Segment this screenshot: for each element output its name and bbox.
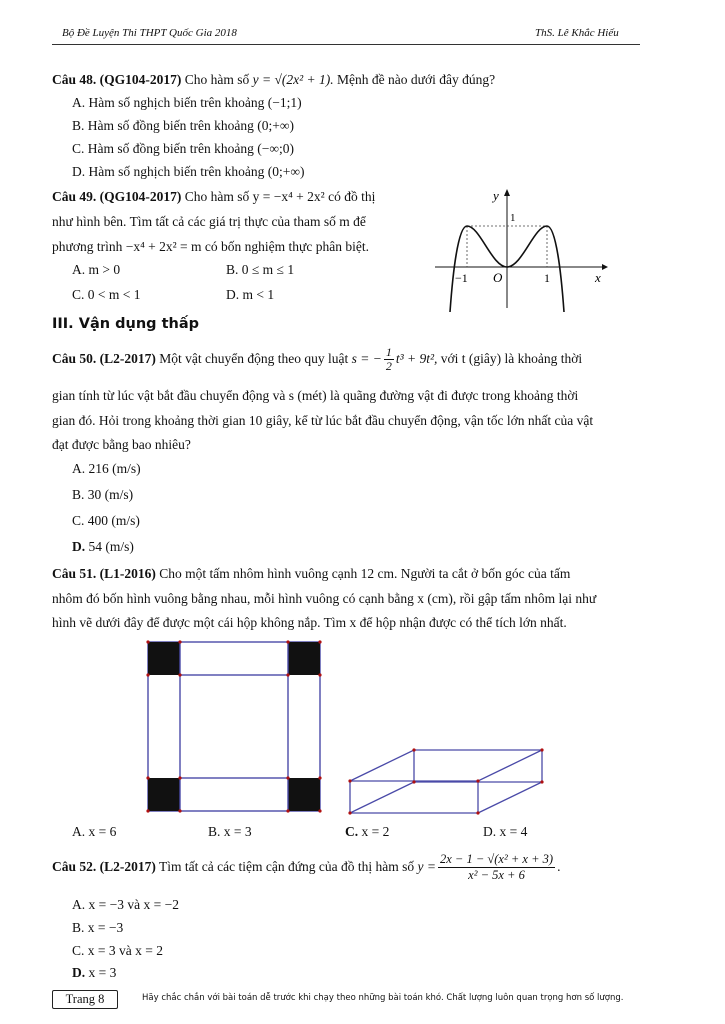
aluminum-sheet-figure [140,636,330,816]
q52-option-a: A. x = −3 và x = −2 [72,897,179,912]
open-box-figure [342,742,552,820]
question-51-line1: Cho một tấm nhôm hình vuông cạnh 12 cm. Người ta cắt ở bốn góc của tấm [159,566,571,581]
x-label: x [595,270,601,285]
q50-option-b: B. 30 (m/s) [72,487,134,502]
question-50-label: Câu 50. (L2-2017) [52,351,156,366]
y-axis-arrow-icon [504,189,510,196]
question-51-label: Câu 51. (L1-2016) [52,566,156,581]
question-49-line2: như hình bên. Tìm tất cả các giá trị thực của tham số m để [52,214,366,229]
section-title: III. Vận dụng thấp [52,316,199,332]
question-49-line3: phương trình −x⁴ + 2x² = m có bốn nghiệm thực phân biệt. [52,239,369,254]
corner-square-tl [148,642,180,675]
tick-one-y: 1 [510,212,516,224]
q52-option-d-letter: D. [72,965,86,980]
question-48 [52,71,495,89]
question-51 [52,565,570,583]
corner-square-tr [288,642,320,675]
question-51-line3: hình vẽ dưới đây để được một cái hộp không nắp. Tìm x để hộp nhận được có thể tích lớn nhất. [52,615,567,630]
question-50-text: Một vật chuyển động theo quy luật [159,351,349,366]
q50-formula-lhs: s = − [351,351,382,366]
header-title: Bộ Đề Luyện Thi THPT Quốc Gia 2018 [62,27,237,39]
corner-square-br [288,778,320,811]
question-48-formula: y = √(2x² + 1). [252,72,334,87]
question-52-label: Câu 52. (L2-2017) [52,859,156,874]
question-48-text: Cho hàm số [184,72,250,87]
question-50-line2: gian tính từ lúc vật bắt đầu chuyển động và s (mét) là quãng đường vật đi được trong khoảng thời [52,388,579,403]
q50-option-a: A. 216 (m/s) [72,461,141,476]
q49-option-b: B. 0 ≤ m ≤ 1 [226,262,295,277]
q52-fraction [438,852,555,883]
x-axis-arrow-icon [602,264,608,270]
question-50-line3: gian đó. Hỏi trong khoảng thời gian 10 giây, kể từ lúc bắt đầu chuyển động, vận tốc lớn nhất của vật [52,413,594,428]
question-52: Câu 52. (L2-2017) Tìm tất cả các tiệm cận đứng của đồ thị hàm số y = $\frac{\text{2x − 1 − √(x² + x + 3)}}{\text{x² − 5x + 6}}$ . [52,852,561,883]
corner-square-bl [148,778,180,811]
question-51-line2: nhôm đó bốn hình vuông bằng nhau, mỗi hình vuông có cạnh bằng x (cm), rồi gập tấm nhôm lại như [52,591,597,606]
q52-option-b: B. x = −3 [72,920,124,935]
header-divider [52,44,640,45]
tick-pos-one: 1 [544,271,550,285]
q52-frac-den: x² − 5x + 6 [468,868,525,883]
q51-option-c-letter: C. [345,824,359,839]
tick-neg-one: −1 [455,271,468,285]
box-edge-bottom-right [478,782,542,813]
q49-option-a: A. m > 0 [72,262,121,277]
box-top-face [350,750,542,781]
header-author: ThS. Lê Khắc Hiếu [535,27,619,39]
question-49 [52,188,375,206]
question-48-label: Câu 48. (QG104-2017) [52,72,182,87]
q48-option-a: A. Hàm số nghịch biến trên khoảng (−1;1) [72,95,302,110]
box-edge-hidden-2 [350,782,414,813]
question-50-line4: đạt được bằng bao nhiêu? [52,437,191,452]
q49-option-c: C. 0 < m < 1 [72,287,141,302]
q51-option-c [345,824,389,840]
base-outline [180,675,288,778]
q50-option-d-text: 54 (m/s) [88,539,134,554]
q48-option-b: B. Hàm số đồng biến trên khoảng (0;+∞) [72,118,294,133]
q48-option-c: C. Hàm số đồng biến trên khoảng (−∞;0) [72,141,294,156]
q52-formula-lhs: y = [417,859,436,874]
q52-option-d-text: x = 3 [88,965,117,980]
q50-fraction [384,346,394,373]
q52-frac-num: 2x − 1 − √(x² + x + 3) [439,852,554,867]
quartic-graph [430,186,610,316]
origin-label: O [493,270,503,285]
q50-option-d-letter: D. [72,539,86,554]
question-49-line1: Cho hàm số y = −x⁴ + 2x² có đồ thị [184,189,376,204]
question-50-post: với t (giây) là khoảng thời [440,351,583,366]
y-label: y [493,188,499,203]
q51-option-a: A. x = 6 [72,824,117,839]
q50-option-d [72,539,134,555]
q50-frac-num: 1 [385,345,392,360]
q52-option-d [72,965,116,981]
q50-option-c: C. 400 (m/s) [72,513,140,528]
q50-frac-den: 2 [385,359,392,374]
q51-option-d: D. x = 4 [483,824,528,839]
question-48-prompt: Mệnh đề nào dưới đây đúng? [337,72,496,87]
q51-option-b: B. x = 3 [208,824,252,839]
q48-option-d: D. Hàm số nghịch biến trên khoảng (0;+∞) [72,164,305,179]
q51-option-c-text: x = 2 [361,824,390,839]
footer-note: Hãy chắc chắn với bài toán dễ trước khi chạy theo những bài toán khó. Chất lượng luôn quan trọng hơn số lượng. [142,993,624,1003]
question-49-label: Câu 49. (QG104-2017) [52,189,182,204]
q52-option-c: C. x = 3 và x = 2 [72,943,163,958]
q49-option-d: D. m < 1 [226,287,275,302]
question-52-text: Tìm tất cả các tiệm cận đứng của đồ thị hàm số [159,859,415,874]
q50-formula-rhs: t³ + 9t², [395,351,438,366]
page-number: Trang 8 [52,990,118,1009]
question-50 [52,346,582,373]
